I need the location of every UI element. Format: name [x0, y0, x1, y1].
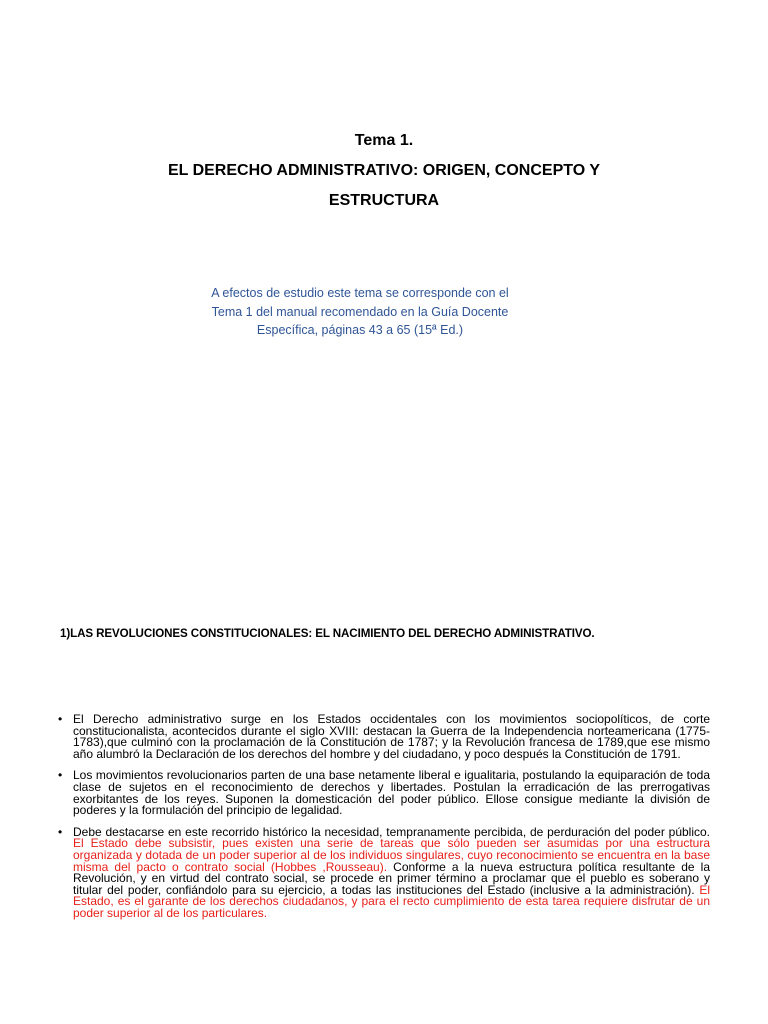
bullet-list [56, 714, 710, 930]
note-line-1: A efectos de estudio este tema se corresponde con el [211, 286, 509, 300]
list-item [56, 714, 710, 760]
bullet-icon: • [58, 712, 63, 726]
title-line-2: EL DERECHO ADMINISTRATIVO: ORIGEN, CONCEPTO Y [167, 162, 601, 179]
document-title [0, 126, 768, 216]
note-line-2: Tema 1 del manual recomendado en la Guía Docente [211, 304, 509, 319]
section-heading: 1)LAS REVOLUCIONES CONSTITUCIONALES: EL NACIMIENTO DEL DERECHO ADMINISTRATIVO. [60, 627, 595, 640]
study-note [190, 284, 530, 340]
list-item [56, 824, 711, 920]
bullet-text: El Derecho administrativo surge en los Estados occidentales con los movimientos sociopolíticos, de corte constitucionalista, acontecidos durante el siglo XVIII: destacan la Guerra de la Independencia norteamericana (1775-1783),que culminó con la proclamación de la Constitución de 1787; y la Revolución francesa de 1789,que ese mismo año alumbró la Declaración de los derechos del hombre y del ciudadano, y poco después la Constitución de 1791. [73, 712, 710, 761]
highlighted-text: El Estado debe subsistir, pues existen una serie de tareas que sólo pueden ser asumidas por una estructura organizada y dotada de un poder superior al de los individuos singulares, cuyo reconocimiento se encuentra en la base misma del pacto o contrato social (Hobbes ,Rousseau). [73, 836, 710, 874]
list-item [56, 770, 710, 816]
bullet-icon: • [58, 824, 63, 839]
note-line-3: Específica, páginas 43 a 65 (15ª Ed.) [256, 323, 464, 337]
bullet-text-part: Conforme a la nueva estructura política resultante de la Revolución, y en virtud del contrato social, se procede en primer término a proclamar que el pueblo es soberano y titular del poder, confiándolo para su ejercicio, a todas las instituciones del Estado (inclusive a la administración). [73, 859, 711, 897]
bullet-icon: • [58, 768, 63, 783]
bullet-text-part: Debe destacarse en este recorrido histórico la necesidad, tempranamente percibida, de perduración del poder público. [73, 824, 710, 839]
title-line-3: ESTRUCTURA [328, 192, 440, 209]
bullet-text: Los movimientos revolucionarios parten de una base netamente liberal e igualitaria, postulando la equiparación de toda clase de sujetos en el reconocimiento de derechos y libertades. Postulan la erradicación de las prerrogativas exorbitantes de los reyes. Suponen la domesticación del poder público. Ellose consigue mediante la división de poderes y la formulación del principio de legalidad. [73, 768, 710, 818]
title-line-1: Tema 1. [354, 132, 414, 149]
highlighted-text: El Estado, es el garante de los derechos ciudadanos, y para el recto cumplimiento de esta tarea requiere disfrutar de un poder superior al de los particulares. [73, 882, 710, 920]
